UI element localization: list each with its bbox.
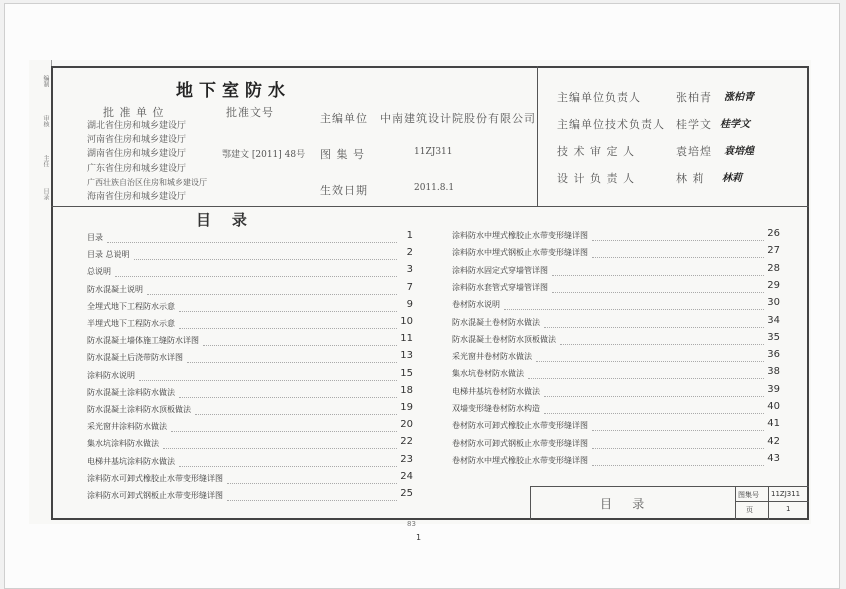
toc-entry-title: 采光窗井卷材防水做法 (452, 352, 532, 362)
toc-entry-title: 卷材防水可卸式钢板止水带变形缝详图 (452, 438, 588, 448)
approval-unit-1: 湖北省住房和城乡建设厅 (87, 121, 187, 131)
toc-leader-dots (195, 406, 397, 415)
toc-leader-dots (528, 370, 764, 379)
toc-entry-page: 10 (400, 316, 413, 327)
toc-entry-page: 3 (406, 264, 413, 276)
toc-entry-title: 涂料防水中埋式钢板止水带变形缝详图 (452, 248, 588, 258)
toc-leader-dots (107, 234, 397, 243)
toc-entry-page: 25 (400, 488, 413, 499)
toc-entry-title: 采光窗井涂料防水做法 (87, 422, 167, 432)
document-title: 地下室防水 (176, 81, 291, 101)
toc-leader-dots (560, 336, 764, 345)
toc-entry-page: 36 (767, 349, 780, 361)
sidebar-cell: 编制 (42, 75, 49, 87)
toc-entry[interactable] (87, 335, 413, 349)
toc-entry[interactable] (452, 262, 780, 279)
toc-entry-title: 目录 总说明 (87, 250, 130, 260)
date-value: 2011.8.1 (414, 183, 455, 193)
toc-entry[interactable] (87, 490, 413, 504)
toc-leader-dots (544, 388, 764, 397)
toc-entry-page: 9 (406, 298, 413, 310)
toc-entry-page: 23 (400, 453, 413, 465)
toc-leader-dots (592, 232, 764, 241)
toc-entry-title: 涂料防水固定式穿墙管详图 (452, 265, 548, 275)
toc-entry-title: 双墙变形缝卷材防水构造 (452, 404, 540, 413)
toc-entry-title: 集水坑卷材防水做法 (452, 369, 524, 379)
toc-leader-dots (544, 319, 764, 328)
approval-doc-header: 批准文号 (226, 106, 274, 119)
toc-entry-title: 涂料防水可卸式橡胶止水带变形缝详图 (87, 473, 223, 483)
toc-entry[interactable] (87, 421, 413, 435)
toc-entry-title: 防水混凝土墙体施工缝防水详图 (87, 336, 199, 346)
toc-entry[interactable] (87, 318, 413, 332)
name-tech-reviewer: 袁培煌 (676, 145, 712, 158)
toc-entry[interactable] (87, 352, 413, 366)
toc-entry[interactable] (452, 383, 780, 400)
toc-entry-title: 目录 (87, 233, 103, 242)
sidebar-cell: 审核 (42, 115, 49, 127)
title-block-atlas-label: 图集号 (738, 491, 759, 499)
toc-entry-title: 卷材防水说明 (452, 300, 500, 310)
toc-entry[interactable] (452, 368, 780, 382)
title-block-page-value: 1 (786, 505, 791, 513)
toc-leader-dots (171, 423, 397, 432)
editor-value: 中南建筑设计院股份有限公司 (380, 112, 536, 125)
toc-heading: 目 录 (196, 211, 247, 229)
toc-entry-title: 涂料防水中埋式橡胶止水带变形缝详图 (452, 231, 588, 240)
toc-entry[interactable] (87, 384, 413, 401)
toc-entry-page: 43 (767, 452, 780, 464)
toc-entry-title: 电梯井基坑涂料防水做法 (87, 456, 175, 466)
toc-entry-page: 42 (767, 435, 780, 447)
toc-entry-page: 30 (767, 297, 780, 309)
date-label: 生效日期 (320, 184, 368, 197)
toc-entry-page: 26 (767, 228, 780, 239)
toc-leader-dots (536, 353, 764, 362)
toc-entry[interactable] (87, 266, 413, 280)
approval-unit-6: 海南省住房和城乡建设厅 (87, 192, 187, 202)
editor-label: 主编单位 (320, 112, 368, 125)
toc-entry[interactable] (87, 470, 413, 487)
pdf-page-number: 1 (416, 533, 422, 542)
toc-entry[interactable] (452, 279, 780, 296)
toc-leader-dots (187, 354, 397, 363)
toc-entry-page: 27 (767, 245, 780, 257)
title-block-left (530, 486, 531, 520)
atlas-value: 11ZJ311 (414, 147, 453, 157)
toc-entry-title: 防水混凝土涂料防水做法 (87, 387, 175, 397)
toc-entry-title: 防水混凝土涂料防水顶板做法 (87, 405, 191, 414)
toc-entry-page: 2 (406, 247, 413, 259)
approval-unit-5: 广西壮族自治区住房和城乡建设厅 (87, 178, 207, 187)
toc-entry[interactable] (87, 249, 413, 263)
title-block-divider (735, 486, 736, 520)
toc-entry-page: 11 (400, 333, 413, 345)
toc-leader-dots (139, 372, 397, 381)
signature: 袁培煌 (724, 146, 754, 157)
toc-entry[interactable] (87, 438, 413, 452)
toc-leader-dots (115, 268, 397, 277)
toc-leader-dots (179, 458, 397, 467)
sidebar-strip (29, 60, 52, 210)
signature: 涨柏青 (724, 92, 754, 103)
toc-entry-title: 涂料防水套管式穿墙管详图 (452, 282, 548, 292)
title-block-page-label: 页 (746, 506, 753, 514)
toc-leader-dots (179, 320, 397, 329)
role-chief-editor: 主编单位负责人 (557, 91, 641, 104)
toc-entry-page: 29 (767, 279, 780, 291)
approval-unit-header: 批 准 单 位 (103, 106, 165, 119)
title-block-row-divider (735, 501, 809, 502)
toc-leader-dots (134, 251, 397, 260)
toc-entry-page: 20 (400, 419, 413, 431)
toc-entry-title: 集水坑涂料防水做法 (87, 439, 159, 449)
toc-leader-dots (504, 301, 764, 310)
toc-leader-dots (179, 389, 397, 398)
toc-entry-title: 涂料防水说明 (87, 370, 135, 380)
approval-unit-2: 河南省住房和城乡建设厅 (87, 135, 187, 145)
signature: 林莉 (722, 173, 742, 184)
toc-entry[interactable] (452, 314, 780, 331)
atlas-label: 图 集 号 (320, 148, 365, 161)
title-block-atlas-value: 11ZJ311 (771, 490, 801, 498)
toc-entry-page: 24 (400, 470, 413, 482)
toc-entry[interactable] (87, 281, 413, 298)
toc-entry[interactable] (452, 452, 780, 469)
toc-entry-title: 防水混凝土卷材防水做法 (452, 317, 540, 327)
toc-entry[interactable] (452, 435, 780, 452)
role-tech-reviewer: 技 术 审 定 人 (557, 145, 635, 158)
toc-leader-dots (552, 267, 764, 276)
toc-entry-title: 卷材防水可卸式橡胶止水带变形缝详图 (452, 421, 588, 431)
toc-entry-title: 防水混凝土说明 (87, 284, 143, 294)
toc-entry-page: 38 (767, 366, 780, 378)
approval-doc-number: 鄂建文 [2011] 48号 (222, 150, 306, 160)
toc-entry[interactable] (452, 299, 780, 313)
toc-entry[interactable] (452, 247, 780, 261)
toc-leader-dots (552, 284, 764, 293)
role-design-lead: 设 计 负 责 人 (557, 172, 635, 185)
toc-entry-page: 39 (767, 383, 780, 395)
toc-entry[interactable] (452, 351, 780, 365)
toc-entry-title: 电梯井基坑卷材防水做法 (452, 386, 540, 396)
header-divider-vertical (537, 66, 538, 206)
approval-unit-3: 湖南省住房和城乡建设厅 (87, 149, 187, 159)
name-tech-chief: 桂学文 (676, 118, 712, 131)
title-block-divider (768, 486, 769, 520)
toc-leader-dots (227, 475, 397, 484)
toc-entry[interactable] (452, 230, 780, 244)
toc-entry-page: 18 (400, 384, 413, 396)
toc-entry-title: 防水混凝土后浇带防水详图 (87, 353, 183, 363)
toc-entry-page: 34 (767, 314, 780, 326)
toc-entry[interactable] (452, 403, 780, 417)
toc-leader-dots (544, 405, 764, 414)
toc-leader-dots (227, 492, 397, 501)
toc-entry-title: 全埋式地下工程防水示意 (87, 301, 175, 311)
toc-entry[interactable] (87, 298, 413, 315)
toc-entry-page: 22 (400, 436, 413, 448)
toc-entry-page: 7 (406, 281, 413, 293)
name-design-lead: 林 莉 (676, 172, 705, 185)
toc-leader-dots (203, 337, 397, 346)
toc-leader-dots (592, 422, 764, 431)
toc-entry-title: 防水混凝土卷材防水顶板做法 (452, 334, 556, 344)
toc-leader-dots (592, 457, 764, 466)
sheet-page-number: 83 (407, 520, 416, 528)
toc-entry[interactable] (452, 420, 780, 434)
title-block-name: 目 录 (600, 497, 646, 511)
toc-leader-dots (163, 440, 397, 449)
sidebar-cell: 目录 (42, 188, 49, 200)
role-tech-chief: 主编单位技术负责人 (557, 118, 665, 131)
toc-leader-dots (147, 286, 397, 295)
toc-entry-title: 卷材防水中埋式橡胶止水带变形缝详图 (452, 455, 588, 465)
approval-unit-4: 广东省住房和城乡建设厅 (87, 164, 187, 174)
toc-entry[interactable] (87, 453, 413, 470)
toc-entry-page: 28 (767, 262, 780, 274)
toc-entry-page: 13 (400, 350, 413, 362)
toc-leader-dots (592, 249, 764, 258)
toc-entry[interactable] (87, 232, 413, 246)
toc-entry-page: 1 (406, 230, 413, 241)
toc-entry[interactable] (452, 331, 780, 348)
toc-entry-page: 35 (767, 331, 780, 343)
toc-entry[interactable] (87, 367, 413, 384)
signature: 桂学文 (720, 119, 750, 130)
toc-entry-title: 半埋式地下工程防水示意 (87, 319, 175, 328)
toc-entry[interactable] (87, 404, 413, 418)
toc-entry-page: 15 (400, 367, 413, 379)
name-chief-editor: 张柏青 (676, 91, 712, 104)
toc-entry-page: 41 (767, 418, 780, 430)
toc-entry-title: 总说明 (87, 267, 111, 277)
toc-entry-page: 19 (400, 402, 413, 413)
toc-entry-title: 涂料防水可卸式钢板止水带变形缝详图 (87, 491, 223, 500)
sidebar-cell: 主任 (42, 155, 49, 167)
toc-leader-dots (592, 440, 764, 449)
toc-entry-page: 40 (767, 401, 780, 412)
toc-leader-dots (179, 303, 397, 312)
header-divider (51, 206, 809, 207)
